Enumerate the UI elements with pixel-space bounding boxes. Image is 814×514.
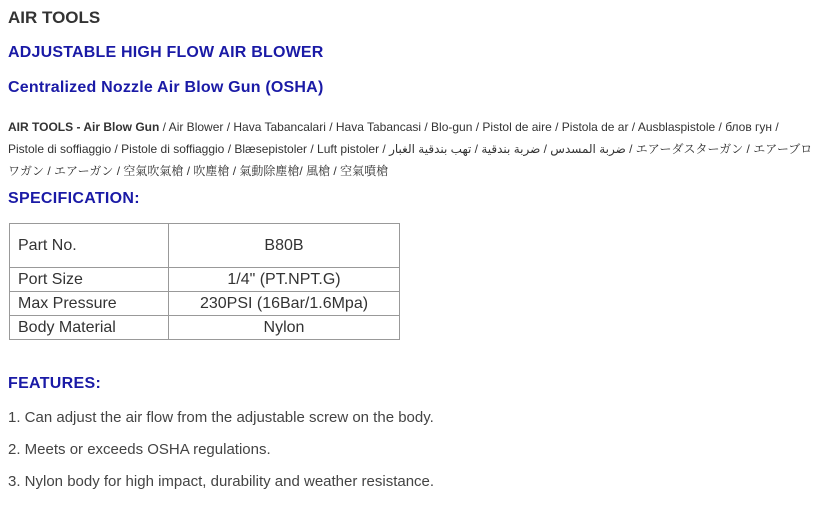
- part-no-value: B80B: [169, 224, 400, 268]
- port-size-label: Port Size: [10, 268, 169, 292]
- product-subtitle: Centralized Nozzle Air Blow Gun (OSHA): [8, 79, 324, 96]
- spec-header-row: [10, 224, 400, 268]
- feature-item: 1. Can adjust the air flow from the adjustable screw on the body.: [8, 409, 434, 426]
- spec-row: [10, 292, 400, 316]
- body-material-label: Body Material: [10, 316, 169, 340]
- specification-heading: SPECIFICATION:: [8, 190, 140, 207]
- features-list: [8, 407, 434, 503]
- feature-item: 3. Nylon body for high impact, durability and weather resistance.: [8, 473, 435, 490]
- product-title: ADJUSTABLE HIGH FLOW AIR BLOWER: [8, 44, 324, 61]
- max-pressure-value: 230PSI (16Bar/1.6Mpa): [169, 292, 400, 316]
- product-aliases: [8, 116, 814, 182]
- part-no-label: Part No.: [10, 224, 169, 268]
- feature-item: 2. Meets or exceeds OSHA regulations.: [8, 441, 271, 458]
- aliases-lead: AIR TOOLS - Air Blow Gun: [8, 120, 160, 134]
- body-material-value: Nylon: [169, 316, 400, 340]
- spec-row: [10, 316, 400, 340]
- port-size-value: 1/4" (PT.NPT.G): [169, 268, 400, 292]
- features-heading: FEATURES:: [8, 375, 102, 392]
- specification-table: [9, 223, 400, 340]
- max-pressure-label: Max Pressure: [10, 292, 169, 316]
- category-heading: AIR TOOLS: [8, 8, 101, 27]
- spec-row: [10, 268, 400, 292]
- aliases-list: / Air Blower / Hava Tabancalari / Hava Tabancasi / Blo-gun / Pistol de aire / Pistola de ar / Ausblaspistole / блов гун / Pistole di soffiaggio / Pistole di soffiaggio / Blæsepistoler / Luft pistoler / ضربة المسدس / ضربة بندقية / تهب بندقية الغبار / エアーダスターガン / エアーブロワガン / エアーガン / 空氣吹氣槍 / 吹塵槍 / 氣動除塵槍/ 風槍 / 空氣噴槍: [8, 120, 813, 178]
